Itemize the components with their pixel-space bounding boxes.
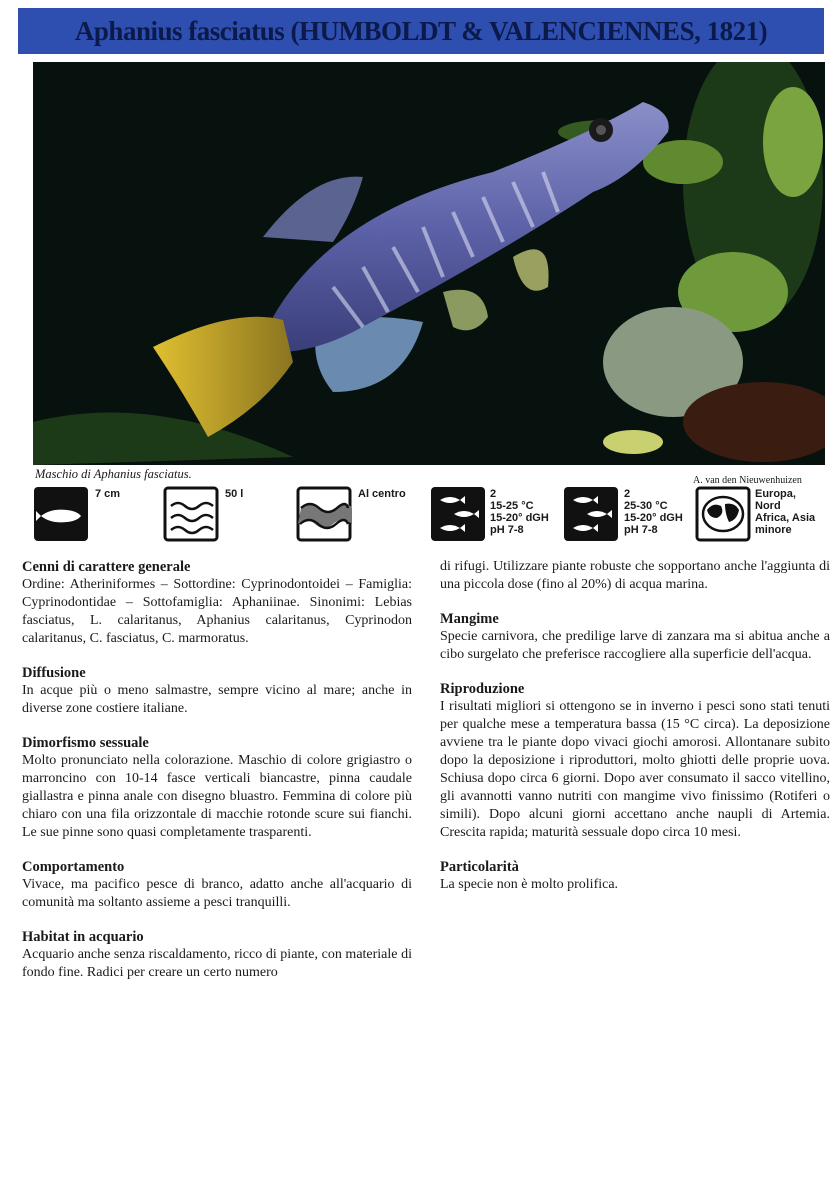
section-habitat-continued	[440, 558, 830, 594]
breeding-temperature: 25-30 °C	[624, 500, 668, 512]
section-dimorphism	[22, 734, 412, 842]
size-label: 7 cm	[95, 488, 121, 500]
section-text: Acquario anche senza riscaldamento, ricco di piante, con materiale di fondo fine. Radici per creare un certo numero	[22, 947, 412, 980]
distribution-line-3: Africa, Asia	[755, 512, 816, 524]
section-text: Molto pronunciato nella colorazione. Maschio di colore grigiastro o marroncino con 10-14 fasce verticali biancastre, pinna caudale giallastra e pinna anale con disegno bluastro. Femmina di colore più chiaro con una fila orizzontale di macchie rotonde scure sui fianchi. Le sue pinne sono quasi completamente trasparenti.	[22, 753, 412, 840]
zone-label: Al centro	[358, 488, 406, 500]
breeding-count: 2	[624, 488, 631, 500]
section-text: La specie non è molto prolifica.	[440, 877, 619, 892]
left-column	[22, 558, 412, 998]
section-heading: Dimorfismo sessuale	[22, 735, 149, 751]
section-heading: Mangime	[440, 611, 499, 627]
school-temperature-icon	[430, 486, 486, 542]
section-text: di rifugi. Utilizzare piante robuste che sopportano anche l'aggiunta di una piccola dose (fino al 20%) di acqua marina.	[440, 559, 830, 592]
distribution-label	[755, 488, 815, 536]
section-heading: Cenni di carattere generale	[22, 559, 191, 575]
section-text: Ordine: Atheriniformes – Sottordine: Cyprinodontoidei – Famiglia: Cyprinodontidae – Sottofamiglia: Aphaniinae. Sinonimi: Lebias fasciatus, L. calaritanus, Aphanius calaritanus, Cyprinodon calaritanus, C. fasciatus, C. marmoratus.	[22, 577, 412, 646]
distribution-line-1: Europa,	[755, 488, 796, 500]
school-count: 2	[490, 488, 497, 500]
title-banner	[18, 8, 824, 54]
section-notes	[440, 858, 830, 894]
school-ph: pH 7-8	[490, 524, 524, 536]
right-column	[440, 558, 830, 910]
breeding-ph: pH 7-8	[624, 524, 658, 536]
section-heading: Diffusione	[22, 665, 86, 681]
section-text: I risultati migliori si ottengono se in inverno i pesci sono stati tenuti per qualche mese a temperatura bassa (15 °C circa). La deposizione avviene tra le piante dopo vivaci giochi amorosi. Allontanare subito dopo la deposizione i riproduttori, molto ghiotti delle proprie uova. Schiusa dopo circa 6 giorni. Dopo aver consumato il sacco vitellino, gli avannotti vanno nutriti con mangime vivo finissimo (Rotiferi o simili). Dopo alcuni giorni accettano anche naupli di Artemia. Crescita rapida; maturità sessuale dopo circa 10 mesi.	[440, 699, 830, 840]
breeding-parameters	[624, 488, 683, 536]
section-text: In acque più o meno salmastre, sempre vicino al mare; anche in diverse zone costiere italiane.	[22, 683, 412, 716]
section-distribution	[22, 664, 412, 718]
section-heading: Comportamento	[22, 859, 125, 875]
school-parameters	[490, 488, 549, 536]
distribution-line-2: Nord	[755, 500, 781, 512]
breeding-temperature-icon	[563, 486, 619, 542]
section-text: Specie carnivora, che predilige larve di zanzara ma si abitua anche a cibo surgelato che preferisce raccogliere alla superficie dell'acqua.	[440, 629, 830, 662]
section-reproduction	[440, 680, 830, 842]
school-hardness: 15-20° dGH	[490, 512, 549, 524]
breeding-hardness: 15-20° dGH	[624, 512, 683, 524]
section-heading: Particolarità	[440, 859, 519, 875]
distribution-line-4: minore	[755, 524, 792, 536]
swim-zone-icon	[296, 486, 352, 542]
section-heading: Riproduzione	[440, 681, 525, 697]
photo-credit: A. van den Nieuwenhuizen	[693, 475, 802, 486]
globe-icon	[695, 486, 751, 542]
volume-label: 50 l	[225, 488, 244, 500]
fish-illustration	[33, 62, 825, 465]
section-behaviour	[22, 858, 412, 912]
school-temperature: 15-25 °C	[490, 500, 534, 512]
section-text: Vivace, ma pacifico pesce di branco, adatto anche all'acquario di comunità ma soltanto assieme a pesci tranquilli.	[22, 877, 412, 910]
section-general	[22, 558, 412, 648]
fish-size-icon	[33, 486, 89, 542]
photo-caption: Maschio di Aphanius fasciatus.	[35, 467, 192, 481]
fish-photo	[33, 62, 825, 465]
info-icons-row	[0, 486, 840, 546]
page-title: Aphanius fasciatus (HUMBOLDT & VALENCIENNES, 1821)	[74, 15, 768, 46]
section-food	[440, 610, 830, 664]
section-heading: Habitat in acquario	[22, 929, 144, 945]
section-habitat	[22, 928, 412, 982]
tank-volume-icon	[163, 486, 219, 542]
